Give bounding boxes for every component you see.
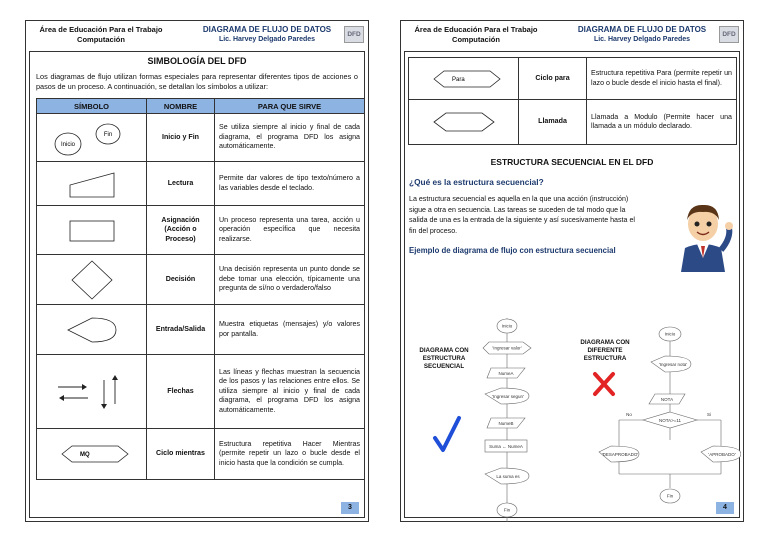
symbol-name: Decisión	[147, 255, 215, 305]
table-row	[409, 58, 737, 100]
flow-b-step: NOTA>=11	[658, 418, 682, 423]
area-label	[411, 25, 541, 45]
col-header-symbol: SÍMBOLO	[37, 99, 147, 114]
flow-a-step: La suma es	[496, 474, 520, 479]
symbols-table-continued	[408, 57, 737, 145]
while-symbol-label: MQ	[79, 452, 90, 458]
table-row	[37, 305, 365, 355]
symbol-desc: Las líneas y flechas muestran la secuencia de los pasos y las relaciones entre ellos. Se utiliza siempre al inicio y final de cada diagrama, el programa DFD los asigna automáticamente.	[215, 355, 365, 429]
col-header-purpose: PARA QUE SIRVE	[215, 99, 365, 114]
flow-a-step: Suma ← NumeA	[489, 444, 523, 449]
doc-title: DIAGRAMA DE FLUJO DE DATOS	[202, 25, 332, 34]
page-number: 3	[341, 502, 359, 514]
flow-a-step: 'Ingresar valor'	[492, 345, 522, 351]
example-heading: Ejemplo de diagrama de flujo con estructura secuencial	[409, 246, 616, 255]
read-symbol	[37, 162, 147, 206]
output-symbol	[37, 305, 147, 355]
doc-title-block	[192, 25, 342, 45]
table-row	[37, 355, 365, 429]
flow-b-step: NOTA	[660, 397, 674, 402]
doc-title: DIAGRAMA DE FLUJO DE DATOS	[577, 25, 707, 34]
flow-b-step: 'Ingresar nota'	[658, 362, 688, 367]
area-label	[36, 25, 166, 45]
symbol-name: Flechas	[147, 355, 215, 429]
label-sequential: DIAGRAMA CON ESTRUCTURA SECUENCIAL	[419, 347, 469, 370]
flow-a-step: Inicio	[501, 323, 513, 329]
dfd-logo-icon: DFD	[344, 26, 364, 43]
table-row	[37, 206, 365, 255]
author: Lic. Harvey Delgado Paredes	[218, 36, 316, 43]
table-row	[37, 255, 365, 305]
symbol-name: Inicio y Fin	[147, 114, 215, 162]
table-row	[37, 429, 365, 480]
start-end-symbol	[37, 114, 147, 162]
call-symbol	[409, 100, 519, 145]
symbol-desc: Llamada a Modulo (Permite hacer una llamada a un módulo declarado.	[587, 100, 737, 145]
symbol-name: Ciclo mientras	[147, 429, 215, 480]
flow-b-step: 'DESAPROBADO'	[601, 452, 639, 457]
cross-icon	[595, 374, 613, 394]
intro-paragraph: Los diagramas de flujo utilizan formas especiales para representar diferentes tipos de acciones o pasos de un proceso. A continuación, se detallan los símbolos a utilizar:	[36, 72, 358, 91]
flow-b-step: 'APROBADO'	[708, 452, 736, 457]
page-number: 4	[716, 502, 734, 514]
content-box	[29, 51, 365, 518]
symbol-name: Entrada/Salida	[147, 305, 215, 355]
symbol-desc: Una decisión representa un punto donde se debe tomar una elección, típicamente una pregunta de sí/no o verdadero/falso	[215, 255, 365, 305]
arrows-symbol	[37, 355, 147, 429]
page-4	[400, 20, 744, 522]
area-line2: Computación	[452, 35, 500, 44]
flow-b-step: Si	[706, 412, 712, 417]
section-title: SIMBOLOGÍA DEL DFD	[147, 56, 247, 66]
for-symbol-label: Para	[451, 76, 465, 83]
sequential-flowchart	[483, 318, 531, 522]
symbol-name: Ciclo para	[519, 58, 587, 100]
page-3	[25, 20, 369, 522]
symbol-desc: Muestra etiquetas (mensajes) y/o valores por pantalla.	[215, 305, 365, 355]
teacher-illustration-icon	[671, 198, 735, 272]
symbol-desc: Un proceso representa una tarea, acción u operación específica que necesita realizarse.	[215, 206, 365, 255]
flow-b-step: No	[626, 412, 632, 417]
flow-b-step: Fin	[666, 493, 674, 499]
check-icon	[435, 418, 459, 450]
flow-a-step: NumeA	[498, 371, 514, 376]
symbol-name: Llamada	[519, 100, 587, 145]
doc-title-block	[567, 25, 717, 45]
symbol-name: Lectura	[147, 162, 215, 206]
symbol-desc: Permite dar valores de tipo texto/número a las variables desde el teclado.	[215, 162, 365, 206]
area-line2: Computación	[77, 35, 125, 44]
table-row	[409, 100, 737, 145]
flow-a-step: NumeB	[498, 421, 514, 426]
symbol-desc: Estructura repetitiva Para (permite repetir un lazo o bucle desde el inicio hasta el final).	[587, 58, 737, 100]
col-header-name: NOMBRE	[147, 99, 215, 114]
flow-b-step: Inicio	[664, 331, 676, 337]
start-symbol-label: Inicio	[60, 141, 75, 148]
label-different: DIAGRAMA CON DIFERENTE ESTRUCTURA	[580, 339, 630, 362]
symbols-table	[36, 98, 365, 480]
section-title: ESTRUCTURA SECUENCIAL EN EL DFD	[490, 157, 654, 167]
flow-a-step: 'Ingresar segun'	[492, 394, 524, 399]
table-row	[37, 114, 365, 162]
question-heading: ¿Qué es la estructura secuencial?	[409, 177, 544, 187]
for-loop-symbol	[409, 58, 519, 100]
area-line1: Área de Educación Para el Trabajo	[39, 25, 163, 34]
while-loop-symbol	[37, 429, 147, 480]
symbol-desc: Se utiliza siempre al inicio y final de cada diagrama, el programa DFD los asigna automáticamente.	[215, 114, 365, 162]
flow-a-step: Fin	[503, 507, 511, 513]
process-symbol	[37, 206, 147, 255]
flowchart-examples	[405, 312, 741, 528]
dfd-logo-icon: DFD	[719, 26, 739, 43]
symbol-name: Asignación (Acción o Proceso)	[147, 206, 215, 255]
definition-paragraph: La estructura secuencial es aquella en la que una acción (instrucción) sigue a otra en secuencia. Las tareas se suceden de tal modo que la salida de una es la entrada de la siguiente y así sucesivamente hasta el fin del proceso.	[409, 195, 635, 235]
area-line1: Área de Educación Para el Trabajo	[414, 25, 538, 34]
table-row	[37, 162, 365, 206]
page-header	[26, 21, 368, 49]
decision-symbol	[37, 255, 147, 305]
content-box	[404, 51, 740, 518]
symbol-desc: Estructura repetitiva Hacer Mientras (permite repetir un lazo o bucle desde el inicio hasta que la condición se cumpla.	[215, 429, 365, 480]
author: Lic. Harvey Delgado Paredes	[593, 36, 691, 43]
end-symbol-label: Fin	[103, 131, 112, 138]
page-header	[401, 21, 743, 49]
